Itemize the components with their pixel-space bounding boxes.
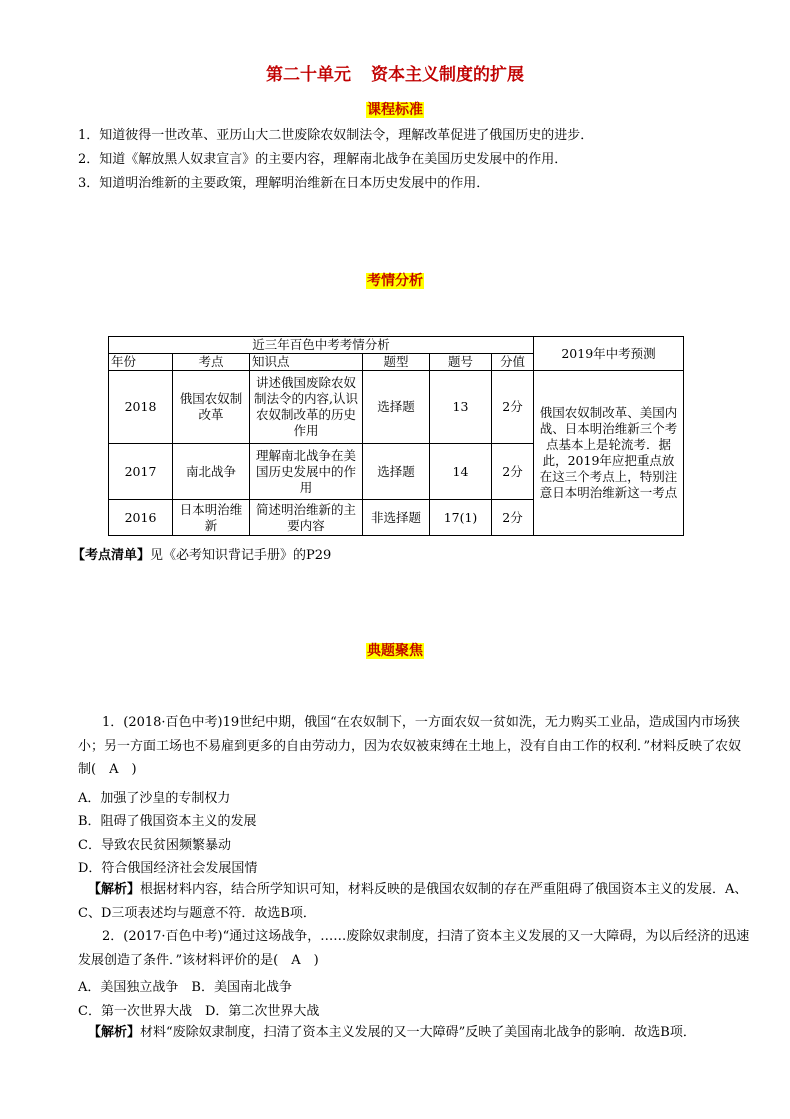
table-row: [109, 371, 684, 444]
header-point: 考点: [173, 354, 250, 371]
kaodian-text: 见《必考知识背记手册》的P29: [150, 548, 332, 563]
cell-knowledge: 简述明治维新的主要内容: [250, 500, 363, 536]
header-knowledge: 知识点: [250, 354, 363, 371]
cell-knowledge: 讲述俄国废除农奴制法令的内容,认识农奴制改革的历史作用: [250, 371, 363, 444]
section-heading-analysis: 考情分析: [367, 273, 423, 289]
kaodian-note: [72, 544, 331, 563]
standard-item-2: 2．知道《解放黑人奴隶宣言》的主要内容，理解南北战争在美国历史发展中的作用．: [78, 152, 568, 167]
question-2-stem: 2．(2017·百色中考)“通过这场战争，……废除奴隶制度，扫清了资本主义发展的又一大障碍，为以后经济的迅速发展创造了条件．”该材料评价的是( A ): [78, 929, 750, 968]
cell-num: 13: [430, 371, 492, 444]
analysis-text: 根据材料内容，结合所学知识可知，材料反映的是俄国农奴制的存在严重阻碍了俄国资本主义的发展．A、C、D三项表述均与题意不符．故选B项．: [78, 882, 748, 921]
section-heading-focus: 典题聚焦: [367, 643, 423, 659]
cell-point: 南北战争: [173, 444, 250, 500]
exam-analysis-table: [108, 336, 684, 536]
cell-score: 2分: [492, 371, 534, 444]
table-caption: 近三年百色中考考情分析: [109, 337, 534, 354]
standard-item-1: 1．知道彼得一世改革、亚历山大二世废除农奴制法令，理解改革促进了俄国历史的进步．: [78, 128, 594, 143]
kaodian-label: 【考点清单】: [72, 548, 151, 563]
unit-number: 第二十单元: [266, 65, 351, 85]
cell-type: 选择题: [363, 371, 430, 444]
question-2-analysis: [78, 1021, 754, 1045]
standard-item-3: 3．知道明治维新的主要政策，理解明治维新在日本历史发展中的作用．: [78, 176, 490, 191]
cell-point: 俄国农奴制改革: [173, 371, 250, 444]
question-1-stem: 1．(2018·百色中考)19世纪中期，俄国“在农奴制下，一方面农奴一贫如洗，无力购买工业品，造成国内市场狭小；另一方面工场也不易雇到更多的自由劳动力，因为农奴被束缚在土地上，没有自由工作的权利．”材料反映了农奴制( A ): [78, 715, 742, 777]
analysis-text: 材料“废除奴隶制度，扫清了资本主义发展的又一大障碍”反映了美国南北战争的影响．故选B项．: [140, 1025, 696, 1040]
cell-year: 2018: [109, 371, 173, 444]
prediction-text: 俄国农奴制改革、美国内战、日本明治维新三个考点基本上是轮流考．据此，2019年应把重点放在这三个考点上，特别注意日本明治维新这一考点: [534, 371, 684, 536]
header-type: 题型: [363, 354, 430, 371]
question-1-analysis: [78, 878, 754, 925]
cell-knowledge: 理解南北战争在美国历史发展中的作用: [250, 444, 363, 500]
prediction-header: 2019年中考预测: [534, 337, 684, 371]
question-1-option-b: B．阻碍了俄国资本主义的发展: [78, 814, 257, 829]
analysis-label: 【解析】: [88, 882, 141, 897]
cell-score: 2分: [492, 444, 534, 500]
cell-year: 2017: [109, 444, 173, 500]
cell-point: 日本明治维新: [173, 500, 250, 536]
question-2-options-line-1: A．美国独立战争 B．美国南北战争: [78, 980, 292, 995]
cell-score: 2分: [492, 500, 534, 536]
question-2-options-line-2: C．第一次世界大战 D．第二次世界大战: [78, 1004, 320, 1019]
section-heading-standards: 课程标准: [367, 102, 423, 118]
unit-title: [0, 60, 790, 85]
cell-type: 选择题: [363, 444, 430, 500]
question-1-option-d: D．符合俄国经济社会发展国情: [78, 861, 258, 876]
unit-subtitle: 资本主义制度的扩展: [371, 65, 524, 85]
analysis-label: 【解析】: [88, 1025, 141, 1040]
question-1-option-a: A．加强了沙皇的专制权力: [78, 791, 231, 806]
cell-num: 14: [430, 444, 492, 500]
header-score: 分值: [492, 354, 534, 371]
cell-type: 非选择题: [363, 500, 430, 536]
header-year: 年份: [109, 354, 173, 371]
cell-year: 2016: [109, 500, 173, 536]
cell-num: 17(1): [430, 500, 492, 536]
header-num: 题号: [430, 354, 492, 371]
question-1-option-c: C．导致农民贫困频繁暴动: [78, 838, 231, 853]
